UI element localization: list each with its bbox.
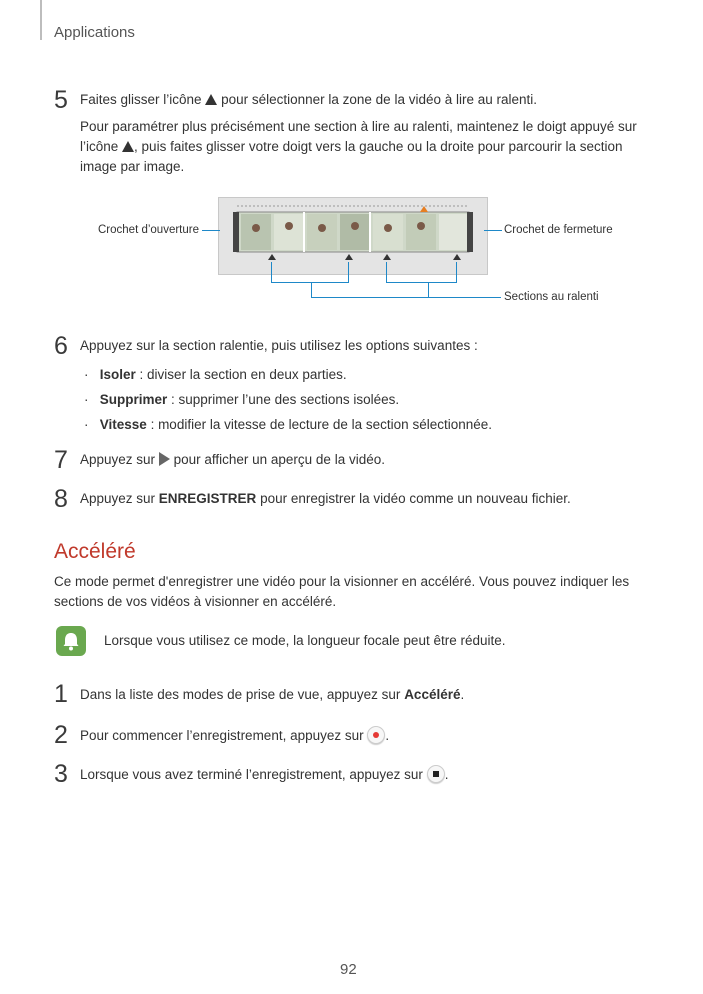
step-8-number: 8 [54,485,68,513]
step-5-line3-a: l’icône [80,139,119,154]
bullet: · [84,392,89,407]
option-vitesse-desc: : modifier la vitesse de lecture de la section sélectionnée. [146,417,492,432]
step-5-line3 [80,137,623,157]
callout-line-close [484,230,502,231]
step-8-text-a: Appuyez sur [80,491,159,506]
step-2-text-b: . [385,728,390,743]
step-3-text [80,765,448,785]
step-5-line2: Pour paramétrer plus précisément une section à lire au ralenti, maintenez le doigt appuyé sur [80,119,637,134]
header-title: Applications [54,24,135,41]
callout-bottom-line [311,297,501,298]
step-2-text-a: Pour commencer l’enregistrement, appuyez sur [80,728,364,743]
option-supprimer [84,390,399,410]
callout-drop-4 [456,262,457,282]
note-bell-icon [56,626,86,656]
step-2-number: 2 [54,721,68,749]
step-1-text-b: . [460,687,465,702]
step-1-text-a: Dans la liste des modes de prise de vue, appuyez sur [80,687,405,702]
bullet: · [84,417,89,432]
step-6-text: Appuyez sur la section ralentie, puis utilisez les options suivantes : [80,338,478,353]
callout-bar-1 [271,282,349,283]
step-3-text-b: . [444,767,449,782]
note-text: Lorsque vous utilisez ce mode, la longueur focale peut être réduite. [104,633,506,648]
step-3-text-a: Lorsque vous avez terminé l’enregistrement, appuyez sur [80,767,423,782]
option-vitesse-label: Vitesse [99,417,147,432]
section-intro-line2: sections de vos vidéos à visionner en accéléré. [54,594,337,609]
step-1-number: 1 [54,680,68,708]
callout-drop-3 [386,262,387,282]
callout-bar-2 [386,282,457,283]
stop-button-icon [427,765,445,783]
record-button-icon [367,726,385,744]
option-isoler-label: Isoler [99,367,136,382]
step-8-bold: ENREGISTRER [158,491,257,506]
option-vitesse [84,415,492,435]
timeline-figure [218,197,488,275]
label-sections-ralenti: Sections au ralenti [504,291,599,303]
step-5-text-a: Faites glisser l’icône [80,92,202,107]
triangle-handle-icon [205,94,217,105]
step-3-number: 3 [54,760,68,788]
triangle-handle-icon-2 [122,141,134,152]
step-5-number: 5 [54,86,68,114]
callout-stem-1 [311,282,312,297]
option-isoler [84,365,347,385]
callout-line-open [202,230,220,231]
bullet: · [84,367,89,382]
step-5-line3-b: , puis faites glisser votre doigt vers la gauche ou la droite pour parcourir la section [134,139,623,154]
step-7-number: 7 [54,446,68,474]
section-title: Accéléré [54,540,136,563]
step-7-text-b: pour afficher un aperçu de la vidéo. [173,452,385,467]
timeline-illustration [219,198,487,274]
step-1-bold: Accéléré [404,687,461,702]
step-5-text-b: pour sélectionner la zone de la vidéo à lire au ralenti. [221,92,538,107]
play-icon [159,452,170,466]
step-5-line1 [80,90,537,110]
step-8-text [80,489,571,509]
header-rule [40,0,42,40]
option-supprimer-label: Supprimer [99,392,168,407]
step-2-text [80,726,389,746]
label-crochet-ouverture: Crochet d’ouverture [98,224,199,236]
callout-drop-1 [271,262,272,282]
section-intro-line1: Ce mode permet d'enregistrer une vidéo pour la visionner en accéléré. Vous pouvez indiquer les [54,574,630,589]
step-7-text-a: Appuyez sur [80,452,156,467]
option-isoler-desc: : diviser la section en deux parties. [135,367,347,382]
page-number: 92 [340,961,357,978]
callout-drop-2 [348,262,349,282]
step-1-text [80,685,464,705]
option-supprimer-desc: : supprimer l’une des sections isolées. [167,392,400,407]
step-8-text-b: pour enregistrer la vidéo comme un nouveau fichier. [256,491,571,506]
label-crochet-fermeture: Crochet de fermeture [504,224,613,236]
callout-stem-2 [428,282,429,297]
step-5-line4: image par image. [80,159,185,174]
step-6-number: 6 [54,332,68,360]
step-7-text [80,450,385,470]
